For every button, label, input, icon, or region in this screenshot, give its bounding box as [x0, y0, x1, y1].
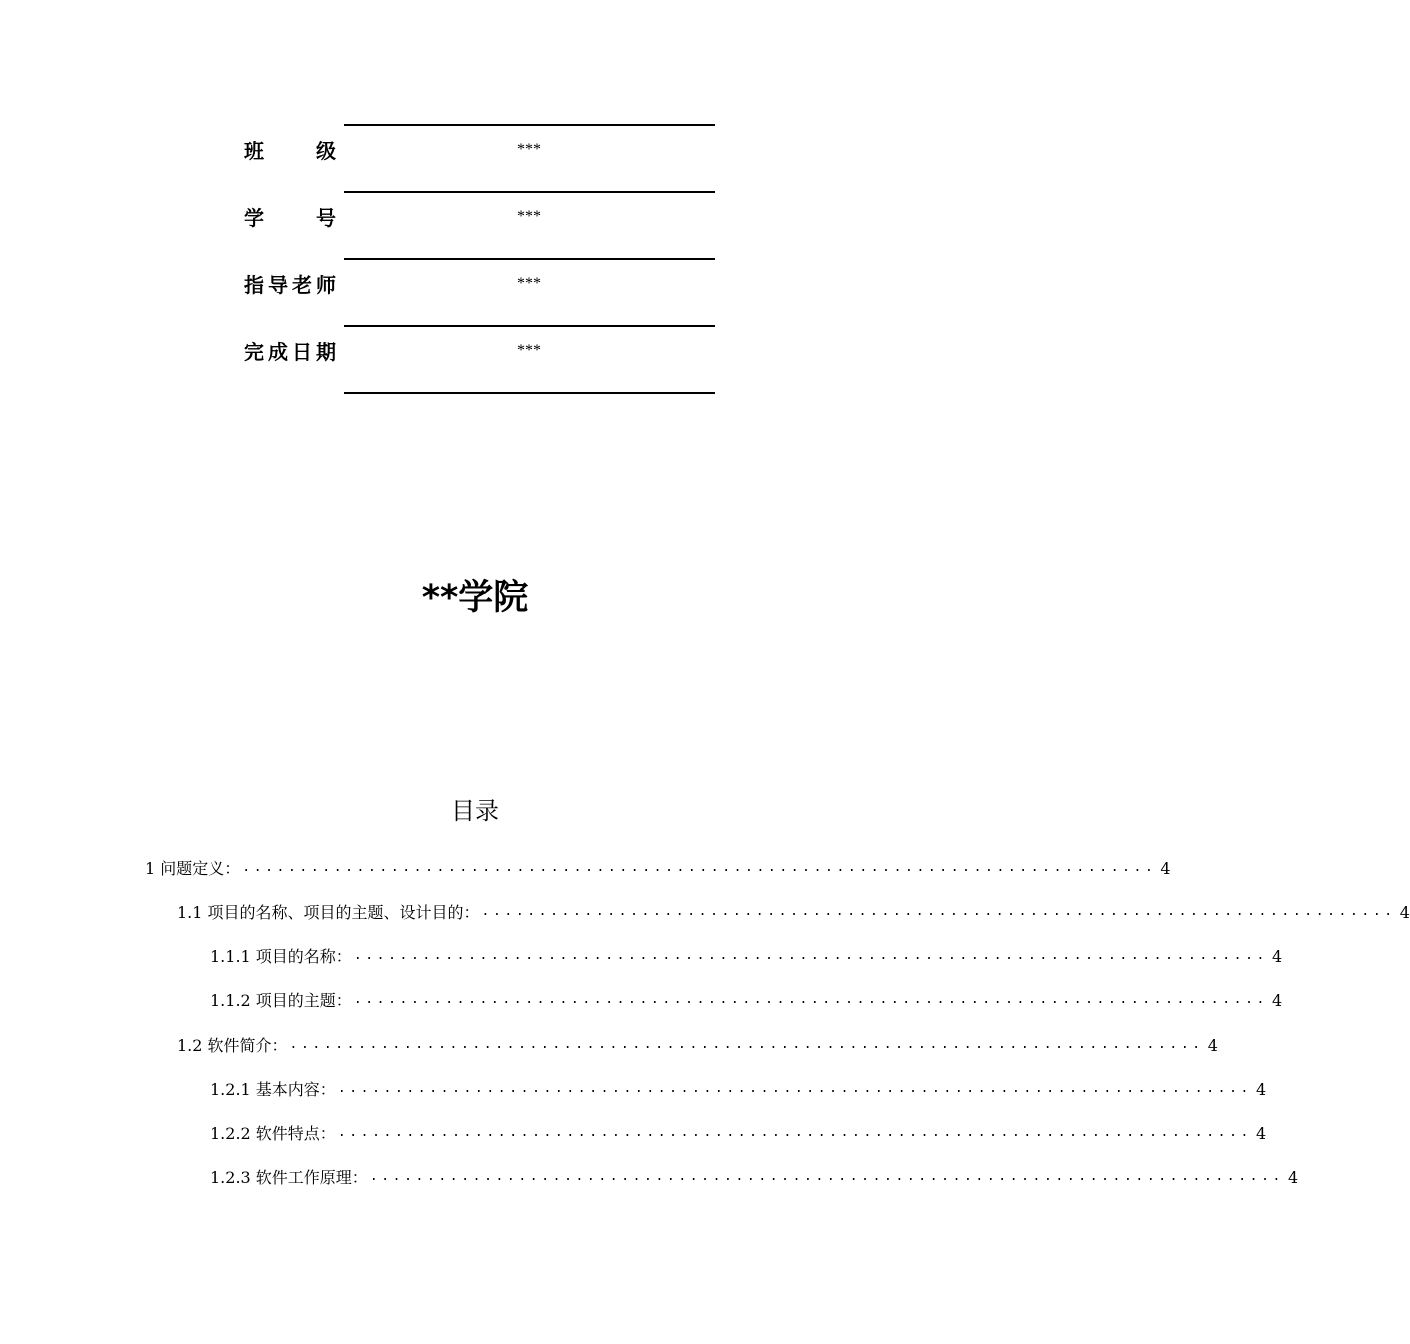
- cover-info-table: [0, 0, 950, 400]
- toc-page-number: 4: [1255, 1124, 1267, 1143]
- toc-leader-dots: ................................................................................: [353, 948, 1268, 963]
- student-id-label: 学号: [244, 206, 336, 230]
- toc-leader-dots: ................................................................................: [353, 992, 1268, 1007]
- toc-page-number: 4: [1160, 859, 1171, 878]
- toc-leader-dots: ................................................................................: [337, 1081, 1252, 1096]
- toc-page-number: 4: [1287, 1168, 1299, 1187]
- toc-page-number: 4: [1255, 1080, 1267, 1099]
- field-rule: [344, 392, 715, 394]
- toc-leader-dots: ................................................................................: [369, 1169, 1284, 1184]
- toc-entry[interactable]: [177, 900, 1410, 924]
- toc-entry[interactable]: [210, 944, 1283, 968]
- completion-date-value: ***: [517, 342, 541, 359]
- student-id-row: [244, 191, 716, 258]
- toc-title: 目录: [451, 797, 499, 825]
- toc-entry-text: 1.2.2 软件特点：: [210, 1124, 336, 1143]
- class-row: [244, 124, 716, 191]
- toc-entry-text: 1.1.2 项目的主题：: [210, 991, 352, 1010]
- advisor-row: [244, 258, 716, 325]
- student-id-value: ***: [517, 208, 541, 225]
- toc-page-number: 4: [1271, 991, 1283, 1010]
- toc-page-number: 4: [1207, 1036, 1218, 1055]
- class-label: 班级: [244, 139, 336, 163]
- toc-leader-dots: ................................................................................: [242, 860, 1157, 875]
- toc-entry-text: 1 问题定义：: [145, 859, 241, 878]
- toc-entry[interactable]: [210, 1077, 1267, 1101]
- toc-entry-text: 1.2 软件简介：: [177, 1036, 288, 1055]
- toc-leader-dots: ................................................................................: [289, 1037, 1204, 1052]
- completion-date-label: 完成日期: [244, 340, 336, 364]
- toc-entry[interactable]: [210, 1121, 1267, 1145]
- toc-entry[interactable]: [210, 1165, 1299, 1189]
- toc-entry-text: 1.2.3 软件工作原理：: [210, 1168, 368, 1187]
- toc-entry[interactable]: [210, 988, 1283, 1012]
- advisor-value: ***: [517, 275, 541, 292]
- toc-entry[interactable]: [145, 856, 1171, 880]
- toc-page-number: 4: [1399, 903, 1410, 922]
- toc-entry-text: 1.1 项目的名称、项目的主题、设计目的：: [177, 903, 480, 922]
- college-name: **学院: [421, 578, 529, 618]
- toc-entry[interactable]: [177, 1033, 1218, 1057]
- toc-leader-dots: ................................................................................: [337, 1125, 1252, 1140]
- class-value: ***: [517, 141, 541, 158]
- toc-leader-dots: ................................................................................: [481, 904, 1396, 919]
- toc-page-number: 4: [1271, 947, 1283, 966]
- completion-date-row: [244, 325, 716, 392]
- toc-entry-text: 1.2.1 基本内容：: [210, 1080, 336, 1099]
- toc-entry-text: 1.1.1 项目的名称：: [210, 947, 352, 966]
- advisor-label: 指导老师: [244, 273, 336, 297]
